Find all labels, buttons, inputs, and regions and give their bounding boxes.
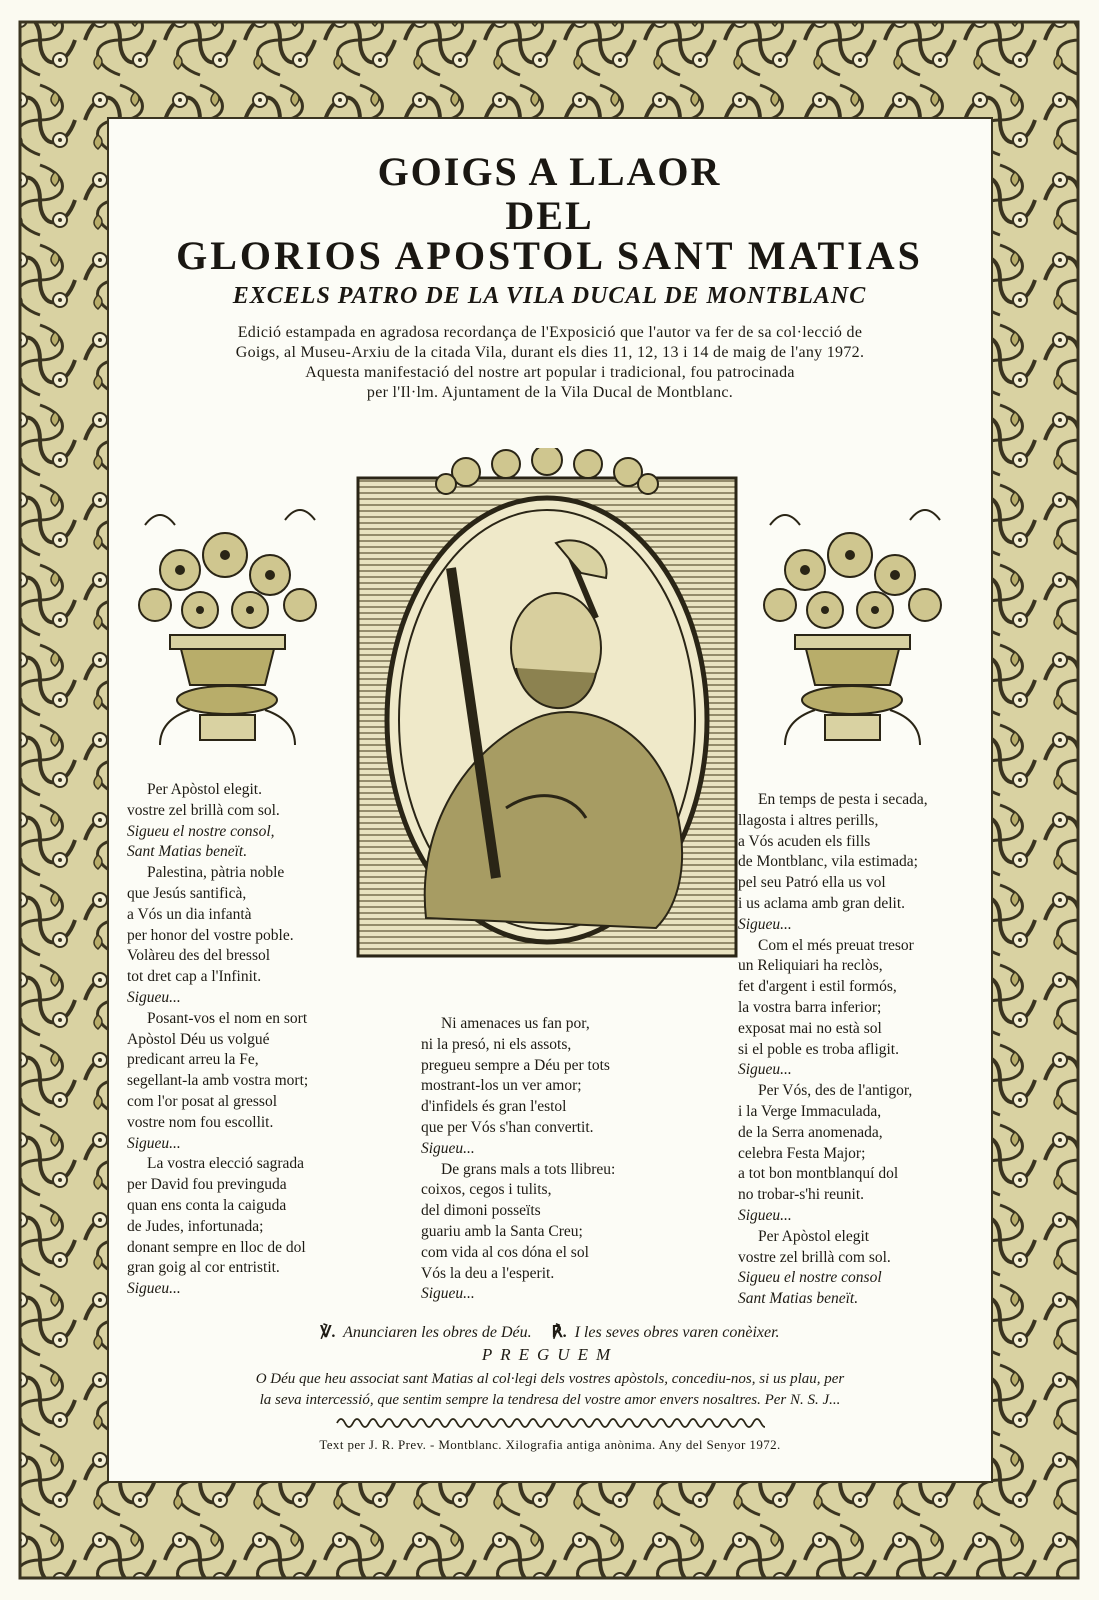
verse-column-left [127,780,308,1300]
prayer-text [150,1369,950,1411]
verse-line: de Montblanc, vila estimada; [738,853,918,871]
verse-line: tot dret cap a l'Infinit. [127,968,262,986]
verse-line: Per Apòstol elegit [758,1227,870,1245]
verse-line: Per Vós, des de l'antigor, [758,1082,913,1100]
intro-line: per l'Il·lm. Ajuntament de la Vila Ducal de Montblanc. [366,384,734,401]
verse-column-right [738,790,928,1310]
verse-line: Sant Matias beneït. [127,843,248,861]
verse-line: per honor del vostre poble. [127,926,294,944]
verse-line: Sigueu... [738,1206,792,1224]
verse-line: Sigueu... [421,1285,475,1303]
verse-line: pregueu sempre a Déu per tots [421,1056,610,1074]
intro-line: Goigs, al Museu-Arxiu de la citada Vila, durant els dies 11, 12, 13 i 14 de maig de l'any 1972. [235,344,865,361]
intro-paragraph [170,323,930,403]
verse-line: En temps de pesta i secada, [758,791,928,808]
title-line-3: GLORIOS APOSTOL SANT MATIAS [176,233,923,278]
intro-line: Edició estampada en agradosa recordança de l'Exposició que l'autor va fer de sa col·lecció de [237,324,863,341]
verse-line: Com el més preuat tresor [758,936,914,954]
verse-line: Per Apòstol elegit. [147,781,262,798]
apostle-woodcut-icon [356,448,738,958]
verse-line: Sigueu el nostre consol [738,1269,882,1287]
verse-line: si el poble es troba afligit. [738,1040,899,1058]
verse-line: vostre zel brillà com sol. [127,801,280,819]
verse-line: Sigueu... [738,915,792,933]
verse-line: com l'or posat al gressol [127,1092,278,1110]
verse-line: pel seu Patró ella us vol [738,874,886,892]
verse-line: per David fou previnguda [127,1176,287,1194]
versicle-text: Anunciaren les obres de Déu. [343,1324,532,1341]
verse-line: vostre nom fou escollit. [127,1113,274,1131]
ornamental-divider-icon [335,1415,765,1431]
response-symbol: ℟. [551,1324,567,1341]
verse-line: que per Vós s'han convertit. [421,1118,594,1136]
verse-line: Palestina, pàtria noble [147,864,285,882]
verse-line: celebra Festa Major; [738,1144,866,1162]
flower-vase-right-icon [745,495,960,750]
verse-line: a Vós un dia infantà [127,905,252,923]
verse-line: a tot bon montblanquí dol [738,1165,899,1183]
verse-line: Ni amenaces us fan por, [441,1015,590,1032]
verse-line: de Judes, infortunada; [127,1217,264,1235]
verse-line: ni la presó, ni els assots, [421,1035,572,1053]
verse-line: llagosta i altres perills, [738,811,879,829]
verse-line: vostre zel brillà com sol. [738,1248,891,1266]
response-text: I les seves obres varen conèixer. [574,1324,780,1341]
prayer-line: la seva intercessió, que sentim sempre la tendresa del vostre amor envers nosaltres. Per N. S. J... [259,1392,841,1408]
verse-line: Sigueu... [127,988,181,1006]
verse-line: la vostra barra inferior; [738,998,882,1016]
verse-line: com vida al cos dóna el sol [421,1243,589,1261]
title-line-2: DEL [505,193,594,238]
verse-line: mostrant-los un ver amor; [421,1077,582,1095]
verse-line: donant sempre en lloc de dol [127,1238,306,1256]
verse-line: Sigueu... [127,1134,181,1152]
verse-line: gran goig al cor entristit. [127,1259,280,1277]
verse-line: que Jesús santificà, [127,884,247,902]
verse-line: Sigueu el nostre consol, [127,822,275,840]
verse-line: Sigueu... [738,1061,792,1079]
versicle-line [110,1322,990,1342]
verse-line: i la Verge Immaculada, [738,1102,882,1120]
verse-line: Volàreu des del bressol [127,947,271,965]
verse-line: quan ens conta la caiguda [127,1196,287,1214]
title-line-1: GOIGS A LLAOR [377,149,722,194]
verse-line: segellant-la amb vostra mort; [127,1072,309,1090]
verse-line: del dimoni posseïts [421,1202,541,1220]
verse-line: Vós la deu a l'esperit. [421,1264,555,1282]
preguem-heading: PREGUEM [481,1345,619,1364]
verse-line: no trobar-s'hi reunit. [738,1186,865,1204]
verse-line: d'infidels és gran l'estol [421,1098,567,1116]
flower-vase-left-icon [120,495,335,750]
verse-line: De grans mals a tots llibreu: [441,1160,616,1178]
verse-line: de la Serra anomenada, [738,1123,883,1141]
verse-line: fet d'argent i estil formós, [738,978,897,996]
verse-line: un Reliquiari ha reclòs, [738,957,883,975]
intro-line: Aquesta manifestació del nostre art popular i tradicional, fou patrocinada [305,364,795,381]
subtitle: EXCELS PATRO DE LA VILA DUCAL DE MONTBLANC [232,283,867,309]
verse-line: i us aclama amb gran delit. [738,894,905,912]
verse-line: predicant arreu la Fe, [127,1051,259,1069]
verse-line: exposat mai no està sol [738,1019,882,1037]
verse-line: guariu amb la Santa Creu; [421,1222,583,1240]
verse-line: a Vós acuden els fills [738,832,871,850]
verse-line: Posant-vos el nom en sort [147,1009,308,1027]
verse-line: La vostra elecció sagrada [147,1155,305,1173]
verse-line: Sant Matias beneït. [738,1290,859,1308]
prayer-line: O Déu que heu associat sant Matias al col·legi dels vostres apòstols, concediu-nos, si us plau, per [255,1371,845,1387]
credits: Text per J. R. Prev. - Montblanc. Xilografia antiga anònima. Any del Senyor 1972. [319,1437,781,1452]
verse-column-middle [421,1014,615,1305]
versicle-symbol: ℣. [320,1324,336,1341]
verse-line: Sigueu... [127,1280,181,1298]
verse-line: Apòstol Déu us volgué [127,1030,270,1048]
verse-line: Sigueu... [421,1139,475,1157]
verse-line: coixos, cegos i tulits, [421,1181,552,1199]
